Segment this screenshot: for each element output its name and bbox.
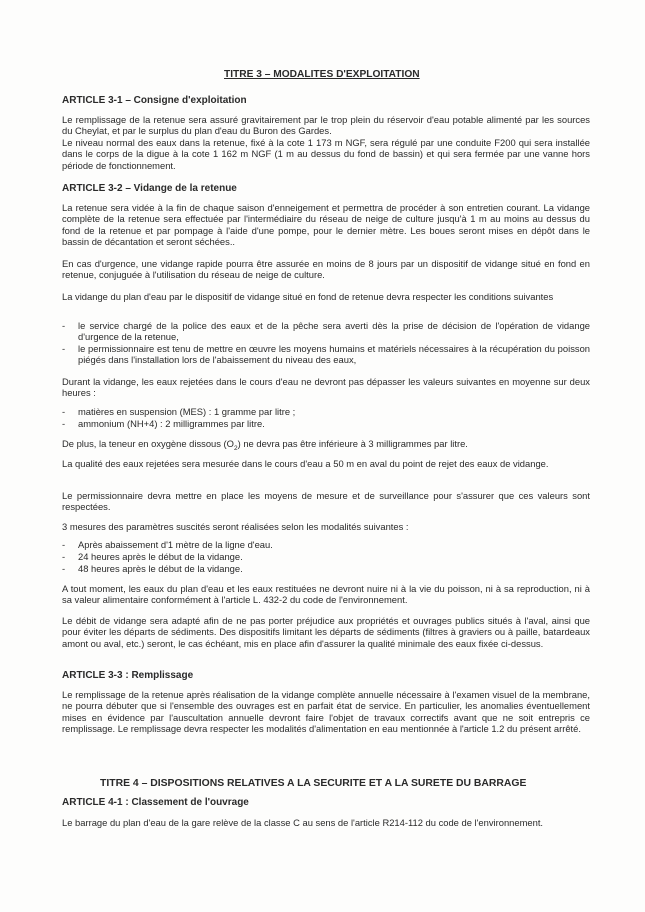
list-dash: - [62, 406, 66, 417]
article-4-1-title: ARTICLE 4-1 : Classement de l'ouvrage [62, 797, 249, 808]
article-3-2-paragraph-4: Durant la vidange, les eaux rejetées dans le cours d'eau ne devront pas dépasser les valeurs suivantes en moyenne sur deux heures : [62, 376, 590, 399]
list-item [62, 418, 590, 429]
article-3-2-paragraph-1: La retenue sera vidée à la fin de chaque saison d'enneigement et permettra de procéder à son entretien courant. La vidange complète de la retenue sera effectuée par l'intermédiaire du réseau de neige de culture jusqu'à 1 m au moins au dessus du fond de la retenue et par pompage à l'aide d'une pompe, pour le dernier mètre. Les boues seront mises en dépôt dans le bassin de décantation et seront séchées.. [62, 202, 590, 247]
article-3-2-paragraph-8: 3 mesures des paramètres suscités seront réalisées selon les modalités suivantes : [62, 521, 409, 532]
list-dash: - [62, 563, 66, 574]
article-3-2-paragraph-10: Le débit de vidange sera adapté afin de ne pas porter préjudice aux propriétés et ouvrages publics situés à l'aval, ainsi que pour éviter les départs de sédiments. Des dispositifs limitant les départs de sédiments (filtres à graviers ou à paille, batardeaux amont ou aval, etc.) seront, le cas échéant, mis en place afin d'assurer la qualité minimale des eaux fixée ci-dessus. [62, 615, 590, 649]
list-item [62, 539, 590, 550]
list-item [62, 406, 590, 417]
article-3-2-paragraph-7: Le permissionnaire devra mettre en place les moyens de mesure et de surveillance pour s'assurer que ces valeurs sont respectées. [62, 490, 590, 513]
article-3-3-paragraph-1: Le remplissage de la retenue après réalisation de la vidange complète annuelle nécessaire à l'examen visuel de la membrane, ne pourra débuter que si l'ensemble des ouvrages est en parfait état de service. En particulier, les anomalies éventuellement mises en évidence par l'auscultation annuelle devront faire l'objet de travaux correctifs avant que ne soit entrepris ce remplissage. Le remplissage devra respecter les modalités d'alimentation en eau mentionnée à l'article 1.2 du présent arrêté. [62, 689, 590, 734]
article-3-1-paragraph-2: Le niveau normal des eaux dans la retenue, fixé à la cote 1 173 m NGF, sera régulé par une conduite F200 qui sera installée dans le corps de la digue à la cote 1 162 m NGF (1 m au dessus du fond de bassin) et qui sera fermée par une vanne hors période de fonctionnement. [62, 137, 590, 171]
oxygen-text-end: ) ne devra pas être inférieure à 3 milligrammes par litre. [237, 438, 468, 449]
article-3-2-paragraph-5 [62, 438, 590, 452]
titre-4-heading: TITRE 4 – DISPOSITIONS RELATIVES A LA SECURITE ET A LA SURETE DU BARRAGE [100, 778, 527, 789]
article-3-1-paragraph-1: Le remplissage de la retenue sera assuré gravitairement par le trop plein du réservoir d'eau potable alimenté par les sources du Cheylat, et par le surplus du plan d'eau du Buron des Gardes. [62, 114, 590, 137]
article-3-2-title: ARTICLE 3-2 – Vidange de la retenue [62, 183, 237, 194]
article-3-2-paragraph-9: A tout moment, les eaux du plan d'eau et les eaux restituées ne devront nuire ni à la vie du poisson, ni à sa reproduction, ni à sa valeur alimentaire conformément à l'article L. 432-2 du code de l'environnement. [62, 583, 590, 606]
article-3-2-paragraph-2: En cas d'urgence, une vidange rapide pourra être assurée en moins de 8 jours par un dispositif de vidange situé en fond en retenue, conjuguée à l'utilisation du réseau de neige de culture. [62, 258, 590, 281]
list-item-text: 48 heures après le début de la vidange. [78, 563, 243, 574]
list-dash: - [62, 418, 66, 429]
list-dash: - [62, 539, 66, 550]
article-3-1-title: ARTICLE 3-1 – Consigne d'exploitation [62, 95, 247, 106]
list-dash: - [62, 343, 66, 354]
article-4-1-paragraph-1: Le barrage du plan d'eau de la gare relève de la classe C au sens de l'article R214-112 du code de l'environnement. [62, 817, 544, 828]
article-3-2-paragraph-3: La vidange du plan d'eau par le dispositif de vidange situé en fond de retenue devra respecter les conditions suivantes [62, 291, 554, 302]
list-item [62, 343, 590, 366]
list-item-text: le permissionnaire est tenu de mettre en œuvre les moyens humains et matériels nécessaires à la récupération du poisson piégés dans l'installation lors de l'abaissement du niveau des eaux, [78, 343, 590, 366]
list-item-text: Après abaissement d'1 mètre de la ligne d'eau. [78, 539, 273, 550]
list-dash: - [62, 551, 66, 562]
list-item [62, 551, 590, 562]
list-item [62, 563, 590, 574]
list-dash: - [62, 320, 66, 331]
list-item-text: matières en suspension (MES) : 1 gramme par litre ; [78, 406, 296, 417]
oxygen-subscript: 2 [233, 444, 238, 452]
article-3-3-title: ARTICLE 3-3 : Remplissage [62, 670, 194, 681]
list-item-text: 24 heures après le début de la vidange. [78, 551, 243, 562]
oxygen-text-start: De plus, la teneur en oxygène dissous (O [62, 438, 234, 449]
titre-3-heading: TITRE 3 – MODALITES D'EXPLOITATION [224, 69, 420, 80]
list-item-text: ammonium (NH+4) : 2 milligrammes par litre. [78, 418, 265, 429]
list-item [62, 320, 590, 343]
list-item-text: le service chargé de la police des eaux et de la pêche sera averti dès la prise de décision de l'opération de vidange d'urgence de la retenue, [78, 320, 590, 343]
article-3-2-paragraph-6: La qualité des eaux rejetées sera mesurée dans le cours d'eau a 50 m en aval du point de rejet des eaux de vidange. [62, 458, 549, 469]
